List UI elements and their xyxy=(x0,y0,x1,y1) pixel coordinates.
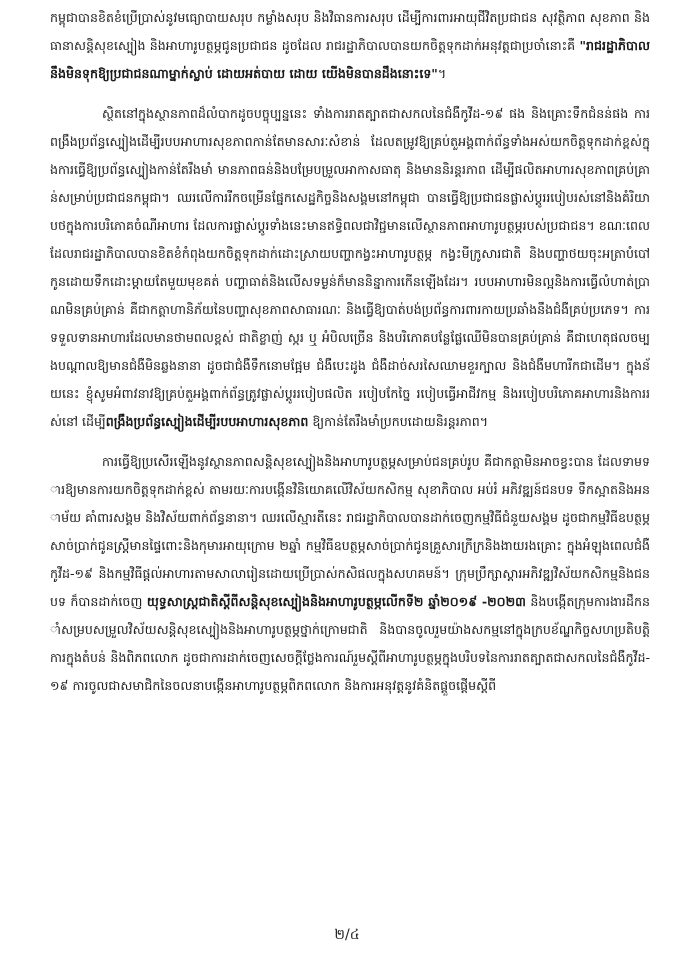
bold-text-run: ពង្រឹងប្រព័ន្ធស្បៀងដើម្បីរបបអាហារសុខភាព xyxy=(105,414,309,429)
text-run: និងបង្កើតក្រុមការងារដឹកនាំសម្របសម្រួលវិស័យសន្តិសុខស្បៀងនិងអាហារូបត្ថម្ភថ្នាក់ក្រោមជាតិ និងបានចូលរួមយ៉ាងសកម្មនៅក្នុងក្របខ័ណ្ឌកិច្ចសហប្រតិបត្តិការក្នុងតំបន់ និងពិភពលោក ដូចជាការដាក់ចេញសេចក្តីថ្លែងការណ៍រួមស្តីពីអាហារូបត្ថម្ភក្នុងបរិបទនៃការរាតត្បាតជាសកលនៃជំងឺកូវីដ-១៩ ការចូលជាសមាជិកនៃចលនាបង្កើនអាហារូបត្ថម្ភពិភពលោក និងការអនុវត្តនូវគំនិតផ្តួចផ្តើមស្តីពី xyxy=(50,594,651,693)
text-run: ស្ថិតនៅក្នុងស្ថានភាពដ៏លំបាកដូចបច្ចុប្បន្ននេះ ទាំងការរាតត្បាតជាសកលនៃជំងឺកូវីដ-១៩ ផង និងគ្រោះទឹកជំនន់ផង ការពង្រឹងប្រព័ន្ធស្បៀងដើម្បីរបបអាហារសុខភាពកាន់តែមានសារៈសំខាន់ ដែលតម្រូវឱ្យគ្រប់តួអង្គពាក់ព័ន្ធទាំងអស់យកចិត្តទុកដាក់ខ្ពស់ក្នុងការធ្វើឱ្យប្រព័ន្ធស្បៀងកាន់តែរឹងមាំ មានភាពធន់និងបម្រែបម្រួលអាកាសធាតុ និងមាននិរន្តរភាព ដើម្បីផលិតអាហារសុខភាពគ្រប់គ្រាន់សម្រាប់ប្រជាជនកម្ពុជា។ ឈរលើការរីកចម្រើនផ្នែកសេដ្ឋកិច្ចនិងសង្គមនៅកម្ពុជា បានធ្វើឱ្យប្រជាជនផ្លាស់ប្តូររបៀបរស់នៅនិងគំរិយាបថក្នុងការបរិភោគចំណីអាហារ ដែលការផ្លាស់ប្តូរទាំងនេះមានឥទ្ធិពលជាវិជ្ជមានលើស្ថានភាពអាហារូបត្ថម្ភរបស់ប្រជាជន។ ខណៈពេលដែលរាជរដ្ឋាភិបាលបានខិតខំកំពុងយកចិត្តទុកដាក់ដោះស្រាយបញ្ហាកង្វះអាហារូបត្ថម្ភ កង្វះមីក្រូសារជាតិ និងបញ្ហាថយចុះអត្រាបំបៅកូនដោយទឹកដោះម្តាយតែមួយមុខគត់ បញ្ហាធាត់និងលើសទម្ងន់ក៏មាននិន្នាការកើនឡើងដែរ។ របបអាហារមិនល្អនិងការធ្វើលំហាត់ប្រាណមិនគ្រប់គ្រាន់ គឺជាកត្តាហានិភ័យនៃបញ្ហាសុខភាពសាធារណៈ និងធ្វើឱ្យបាត់បង់ប្រព័ន្ធការពារកាយប្រឆាំងនឹងជំងឺគ្រប់ប្រភេទ។ ការទទួលទានអាហារដែលមានថាមពលខ្ពស់ ជាតិខ្លាញ់ ស្ករ ឬ អំបិលច្រើន និងបរិភោគបន្លែផ្លែឈើមិនបានគ្រប់គ្រាន់ គឺជាហេតុផលចម្បងបណ្តាលឱ្យមានជំងឺមិនឆ្លងនានា ដូចជាជំងឺទឹកនោមផ្អែម ជំងឺបេះដូង ជំងឺដាច់សរសៃឈាមខួរក្បាល និងជំងឺមហារីកជាដើម។ ក្នុងន័យនេះ ខ្ញុំសូមអំពាវនាវឱ្យគ្រប់តួអង្គពាក់ព័ន្ធត្រូវផ្លាស់ប្តូររបៀបផលិត របៀបកែច្នៃ របៀបធ្វើអាជីវកម្ម និងរបៀបបរិភោគអាហារនិងការរស់នៅ ដើម្បី xyxy=(50,106,650,429)
bold-text-run: យុទ្ធសាស្ត្រជាតិស្តីពីសន្តិសុខស្បៀងនិងអាហារូបត្ថម្ភលើកទី២ ឆ្នាំ២០១៩ -២០២៣ xyxy=(146,594,526,609)
text-run: ឱ្យកាន់តែរឹងមាំប្រកបដោយនិរន្តរភាព។ xyxy=(308,414,489,429)
text-run: ការធ្វើឱ្យប្រសើរឡើងនូវស្ថានភាពសន្តិសុខស្បៀងនិងអាហារូបត្ថម្ភសម្រាប់ជនគ្រប់រូប គឺជាកត្តាមិនអាចខ្វះបាន ដែលទាមទារឱ្យមានការយកចិត្តទុកដាក់ខ្ពស់ តាមរយៈការបង្កើនវិនិយោគលើវិស័យកសិកម្ម សុខាភិបាល អប់រំ អភិវឌ្ឍន៍ជនបទ ទឹកស្អាតនិងអនាម័យ គាំពារសង្គម និងវិស័យពាក់ព័ន្ធនានា។ ឈរលើស្មារតីនេះ រាជរដ្ឋាភិបាលបានដាក់ចេញកម្មវិធីជំនួយសង្គម ដូចជាកម្មវិធីឧបត្ថម្ភសាច់ប្រាក់ជូនស្ត្រីមានផ្ទៃពោះនិងកុមារអាយុក្រោម ២ឆ្នាំ កម្មវិធីឧបត្ថម្ភសាច់ប្រាក់ជូនគ្រួសារក្រីក្រនិងងាយរងគ្រោះ ក្នុងអំឡុងពេលជំងឺកូវីដ-១៩ និងកម្មវិធីផ្តល់អាហារតាមសាលារៀនដោយប្រើប្រាស់កសិផលក្នុងសហគមន៍។ ក្រុមប្រឹក្សាស្តារអភិវឌ្ឍវិស័យកសិកម្មនិងជនបទ ក៏បានដាក់ចេញ xyxy=(50,454,650,609)
paragraph xyxy=(50,448,650,700)
page-number: ២/៤ xyxy=(334,927,360,943)
paragraph xyxy=(50,4,650,88)
text-run: កម្ពុជាបានខិតខំប្រើប្រាស់នូវមធ្យោបាយសរុប កម្លាំងសរុប និងវិធានការសរុប ដើម្បីការពារអាយុជីវិតប្រជាជន សុវត្ថិភាព សុខភាព និងធានាសន្តិសុខស្បៀង និងអាហារូបត្ថម្ភជូនប្រជាជន ដូចដែល រាជរដ្ឋាភិបាលបានយកចិត្តទុកដាក់អនុវត្តជាប្រចាំនោះគឺ xyxy=(50,10,650,53)
paragraph xyxy=(50,100,650,436)
bold-text-run: "រាជរដ្ឋាភិបាលនឹងមិនទុកឱ្យប្រជាជនណាម្នាក់ស្លាប់ ដោយអត់បាយ ដោយ យើងមិនបានដឹងនោះទេ" xyxy=(50,38,650,81)
text-run: ។ xyxy=(437,66,447,81)
document-body xyxy=(50,4,650,700)
